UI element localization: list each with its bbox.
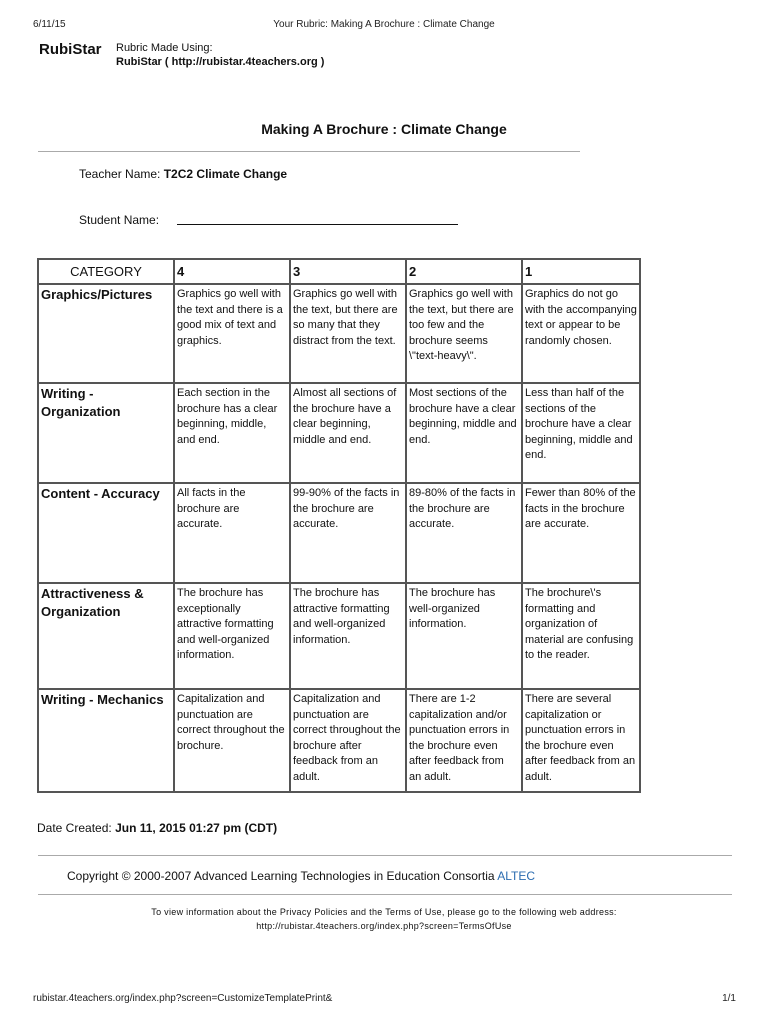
- category-cell: Writing - Mechanics: [38, 689, 174, 792]
- criteria-cell: Graphics go well with the text and there is a good mix of text and graphics.: [174, 284, 290, 383]
- rubric-table: [37, 258, 641, 793]
- category-cell: Content - Accuracy: [38, 483, 174, 583]
- category-cell: Graphics/Pictures: [38, 284, 174, 383]
- criteria-cell: Almost all sections of the brochure have a clear beginning, middle and end.: [290, 383, 406, 483]
- category-header: CATEGORY: [38, 259, 174, 284]
- teacher-name-label: Teacher Name:: [79, 167, 161, 181]
- criteria-cell: Graphics go well with the text, but there are too few and the brochure seems \"text-heavy\".: [406, 284, 522, 383]
- table-row: [38, 383, 640, 483]
- score-header: 2: [406, 259, 522, 284]
- altec-link[interactable]: ALTEC: [497, 869, 536, 883]
- page-number: 1/1: [722, 993, 736, 1004]
- page-title: Making A Brochure : Climate Change: [261, 121, 507, 137]
- criteria-cell: Capitalization and punctuation are correct throughout the brochure after feedback from an adult.: [290, 689, 406, 792]
- table-row: [38, 689, 640, 792]
- criteria-cell: 99-90% of the facts in the brochure are accurate.: [290, 483, 406, 583]
- criteria-cell: Graphics go well with the text, but there are so many that they distract from the text.: [290, 284, 406, 383]
- table-row: [38, 483, 640, 583]
- print-header-title: Your Rubric: Making A Brochure : Climate Change: [273, 19, 495, 30]
- criteria-cell: All facts in the brochure are accurate.: [174, 483, 290, 583]
- privacy-notice: [0, 905, 768, 933]
- made-using-label: Rubric Made Using:: [116, 42, 213, 54]
- date-created-value: Jun 11, 2015 01:27 pm (CDT): [115, 821, 278, 835]
- criteria-cell: There are 1-2 capitalization and/or punctuation errors in the brochure even after feedback from an adult.: [406, 689, 522, 792]
- rubistar-link[interactable]: RubiStar ( http://rubistar.4teachers.org ): [116, 56, 325, 68]
- criteria-cell: 89-80% of the facts in the brochure are accurate.: [406, 483, 522, 583]
- criteria-cell: The brochure\'s formatting and organization of material are confusing to the reader.: [522, 583, 640, 689]
- criteria-cell: The brochure has well-organized information.: [406, 583, 522, 689]
- teacher-name-value: T2C2 Climate Change: [163, 167, 288, 181]
- privacy-text: To view information about the Privacy Policies and the Terms of Use, please go to the following web address:: [151, 907, 617, 917]
- criteria-cell: Fewer than 80% of the facts in the brochure are accurate.: [522, 483, 640, 583]
- criteria-cell: Capitalization and punctuation are correct throughout the brochure.: [174, 689, 290, 792]
- score-header: 1: [522, 259, 640, 284]
- divider: [38, 894, 732, 895]
- table-row: [38, 284, 640, 383]
- date-created: [37, 821, 277, 835]
- terms-of-use-link[interactable]: http://rubistar.4teachers.org/index.php?screen=TermsOfUse: [256, 921, 512, 931]
- teacher-name: [79, 167, 287, 181]
- divider: [38, 855, 732, 856]
- criteria-cell: The brochure has exceptionally attractive formatting and well-organized information.: [174, 583, 290, 689]
- rubric-header-row: [38, 259, 640, 284]
- student-name-label: Student Name:: [79, 213, 160, 227]
- student-name-field: [177, 224, 458, 225]
- criteria-cell: Each section in the brochure has a clear beginning, middle, and end.: [174, 383, 290, 483]
- print-footer-url: rubistar.4teachers.org/index.php?screen=CustomizeTemplatePrint&: [33, 993, 333, 1004]
- criteria-cell: The brochure has attractive formatting and well-organized information.: [290, 583, 406, 689]
- category-cell: Writing - Organization: [38, 383, 174, 483]
- print-header-date: 6/11/15: [33, 19, 66, 30]
- category-cell: Attractiveness & Organization: [38, 583, 174, 689]
- divider: [38, 151, 580, 152]
- brand-logo[interactable]: RubiStar: [39, 41, 102, 58]
- copyright: [67, 869, 535, 883]
- criteria-cell: Most sections of the brochure have a clear beginning, middle and end.: [406, 383, 522, 483]
- table-row: [38, 583, 640, 689]
- criteria-cell: Graphics do not go with the accompanying text or appear to be randomly chosen.: [522, 284, 640, 383]
- criteria-cell: Less than half of the sections of the brochure have a clear beginning, middle and end.: [522, 383, 640, 483]
- date-created-label: Date Created:: [37, 821, 112, 835]
- score-header: 4: [174, 259, 290, 284]
- criteria-cell: There are several capitalization or punctuation errors in the brochure even after feedback from an adult.: [522, 689, 640, 792]
- score-header: 3: [290, 259, 406, 284]
- copyright-text: Copyright © 2000-2007 Advanced Learning Technologies in Education Consortia: [67, 869, 495, 883]
